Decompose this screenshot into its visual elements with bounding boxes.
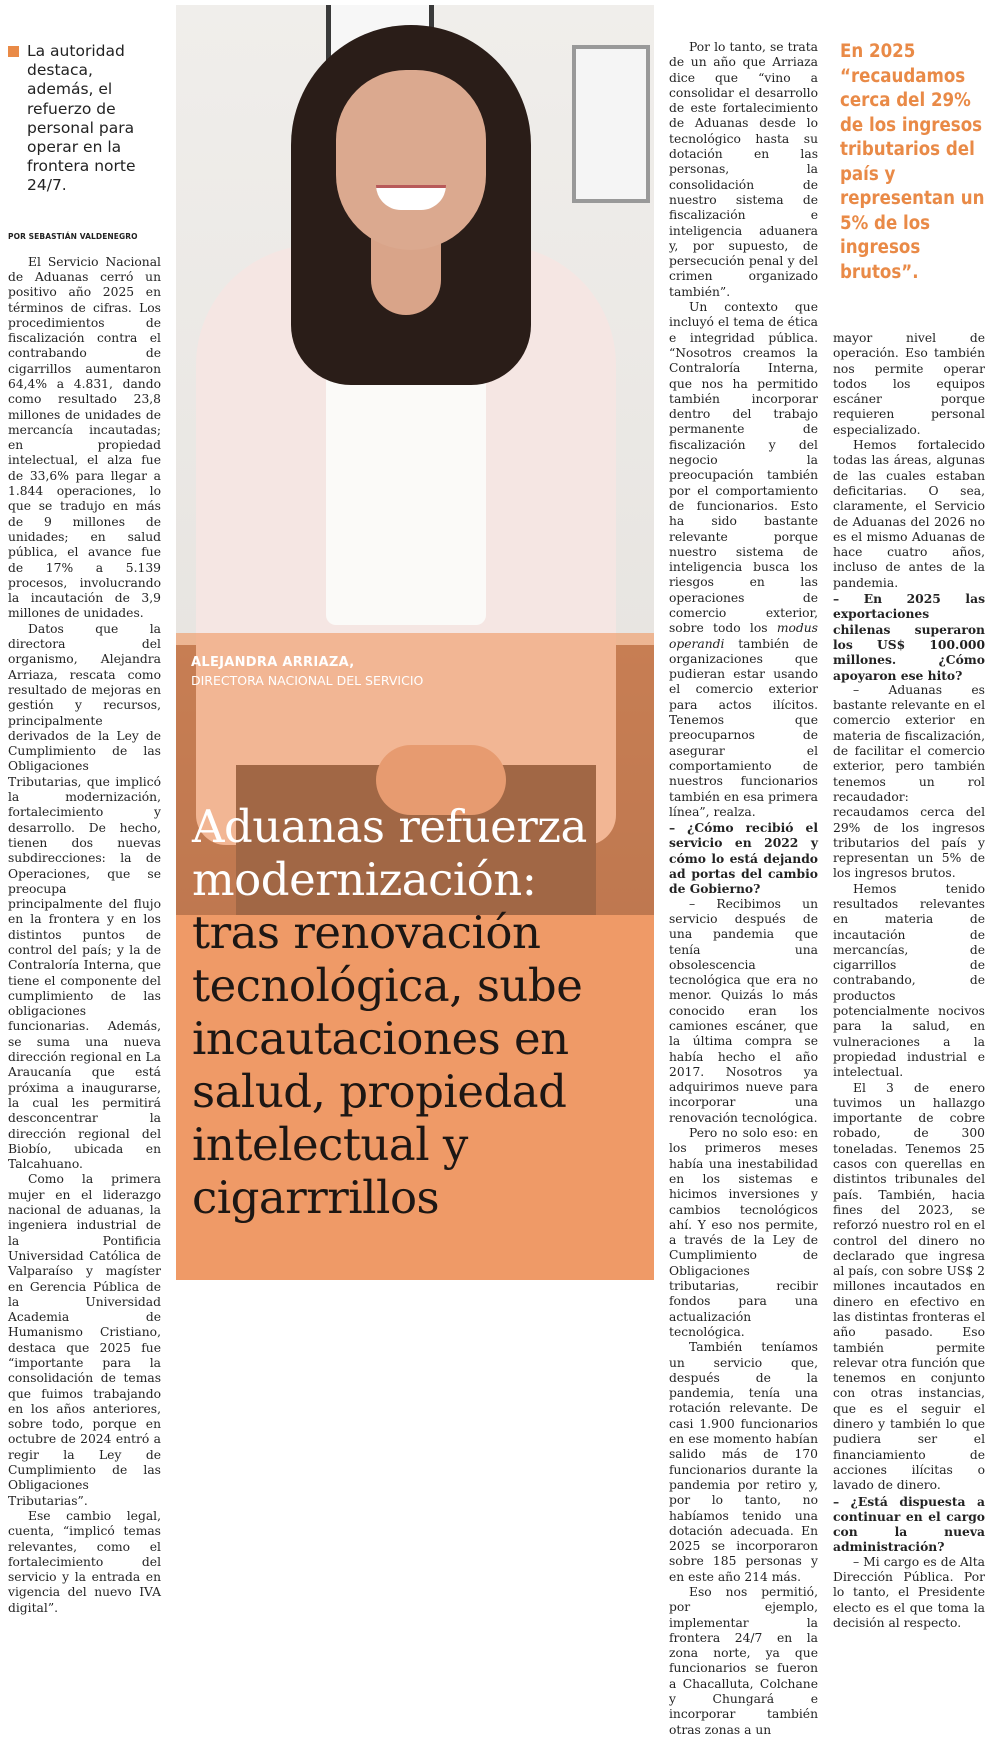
interview-question: – En 2025 las exportaciones chilenas superaron los US$ 100.000 millones. ¿Cómo apoyaron ese hito?	[833, 591, 985, 683]
middle-paragraph: Eso nos permitió, por ejemplo, implementar la frontera 24/7 en la zona norte, ya que funcionarios se fueron a Chacalluta, Colchane y Chungará e incorporar también otras zonas a un	[669, 1584, 818, 1737]
summary-text: La autoridad destaca, además, el refuerzo de personal para operar en la frontera norte 24/7.	[27, 42, 136, 195]
face	[336, 70, 486, 250]
headline-line: salud, propiedad	[192, 1065, 567, 1118]
right-paragraph: mayor nivel de operación. Eso también nos permite operar todos los equipos escáner porque requieren personal especializado.	[833, 331, 985, 437]
middle-paragraph: Un contexto que incluyó el tema de ética e integridad pública. “Nosotros creamos la Contraloría Interna, que nos ha permitido también incorporar dentro del trabajo permanente de fiscalización y del negocio la preocupación también por el comportamiento de funcionarios. Esto ha sido bastante relevante porque nuestro sistema de inteligencia busca los riesgos en las operaciones de comercio exterior, sobre todo los modus operandi también de organizaciones que pudieran estar usando el comercio exterior para actos ilícitos. Tenemos que preocuparnos de asegurar el comportamiento de nuestros funcionarios también en esa primera línea”, realza.	[669, 300, 818, 819]
middle-column	[669, 40, 818, 1738]
right-paragraph: Hemos tenido resultados relevantes en materia de incautación de mercancías, de cigarrillos de contrabando, de productos potencialmente nocivos para la salud, en vulneraciones a la propiedad industrial e intelectual.	[833, 881, 985, 1080]
interview-question: – ¿Cómo recibió el servicio en 2022 y cómo lo está dejando ad portas del cambio de Gobierno?	[669, 820, 818, 897]
right-paragraph: El 3 de enero tuvimos un hallazgo importante de cobre robado, de 300 toneladas. Tenemos 25 casos con querellas en distintos tribunales del país. También, hacia fines del 2023, se reforzó nuestro rol en el control del dinero no declarado que ingresa al país, con sobre US$ 2 millones incautados en dinero en efectivo en las distintas fronteras el año pasado. Eso también permite relevar otra función que tenemos en conjunto con otras instancias, que es el seguir el dinero y también lo que pudiera ser el financiamiento de acciones ilícitas o lavado de dinero.	[833, 1080, 985, 1493]
headline-line: Aduanas refuerza	[192, 800, 587, 853]
middle-paragraph: Por lo tanto, se trata de un año que Arriaza dice que “vino a consolidar el desarrollo de este fortalecimiento de Aduanas desde lo tecnológico hasta su dotación en las personas, la consolidación de nuestro sistema de fiscalización e inteligencia aduanera y, por supuesto, de persecución penal y del crimen organizado también”.	[669, 40, 818, 299]
left-body	[8, 255, 161, 1616]
pull-quote: En 2025 “recaudamos cerca del 29% de los ingresos tributarios del país y representan un 5% de los ingresos brutos”.	[840, 41, 985, 283]
right-column	[833, 331, 985, 1631]
interview-question: – ¿Está dispuesta a continuar en el cargo con la nueva administración?	[833, 1493, 985, 1555]
caption-name: ALEJANDRA ARRIAZA,	[191, 655, 355, 670]
headline	[192, 800, 652, 1224]
italic-term: modus operandi	[669, 621, 818, 651]
headline-line: intelectual y	[192, 1118, 468, 1171]
left-paragraph: El Servicio Nacional de Aduanas cerró un positivo año 2025 en términos de cifras. Los procedimientos de fiscalización contra el contrabando de cigarrillos aumentaron 64,4% a 4.831, dando como resultado 23,8 millones de unidades de mercancía incautadas; en propiedad intelectual, el alza fue de 33,6% para llegar a 1.844 operaciones, lo que se tradujo en más de 9 millones de unidades; en salud pública, el avance fue de 17% a 5.139 procesos, involucrando la incautación de 3,9 millones de unidades.	[8, 254, 161, 621]
left-paragraph: Ese cambio legal, cuenta, “implicó temas relevantes, como el fortalecimiento del servicio y la entrada en vigencia del nuevo IVA digital”.	[8, 1508, 161, 1615]
left-column	[8, 0, 161, 1616]
headline-line: cigarrrillos	[192, 1171, 440, 1224]
summary-box	[8, 0, 161, 196]
headline-line: tras renovación	[192, 906, 541, 959]
middle-paragraph: – Recibimos un servicio después de una pandemia que tenía una obsolescencia tecnológica que era no menor. Quizás lo más conocido eran los camiones escáner, que la última compra se había hecho el año 2017. Nosotros ya adquirimos nueve para incorporar una renovación tecnológica.	[669, 896, 818, 1125]
headline-line: incautaciones en	[192, 1012, 569, 1065]
right-paragraph: – Aduanas es bastante relevante en el comercio exterior en materia de fiscalización, de facilitar el comercio exterior, pero también tenemos un rol recaudador: recaudamos cerca del 29% de los ingresos tributarios del país y representan un 5% de los ingresos brutos.	[833, 682, 985, 881]
right-paragraph: – Mi cargo es de Alta Dirección Pública. Por lo tanto, el Presidente electo es el que toma la decisión al respecto.	[833, 1554, 985, 1630]
left-paragraph: Datos que la directora del organismo, Alejandra Arriaza, rescata como resultado de mejoras en gestión y recursos, principalmente derivados de la Ley de Cumplimiento de las Obligaciones Tributarias, que implicó la modernización, fortalecimiento y desarrollo. De hecho, tienen dos nuevas subdirecciones: la de Operaciones, que se preocupa principalmente del flujo en la frontera y en los distintos puntos de control del país; y la de Contraloría Interna, que tiene el componente del cumplimiento de las obligaciones funcionarias. Además, se suma una nueva dirección regional en La Araucanía que está próxima a inaugurarse, la cual les permitirá desconcentrar la dirección regional del Biobío, ubicada en Talcahuano.	[8, 621, 161, 1172]
photo-caption	[191, 655, 423, 688]
headline-line: tecnológica, sube	[192, 959, 583, 1012]
bullet-square-icon	[8, 46, 19, 57]
left-paragraph: Como la primera mujer en el liderazgo nacional de aduanas, la ingeniera industrial de la Pontificia Universidad Católica de Valparaíso y magíster en Gerencia Pública de la Universidad Academia de Humanismo Cristiano, destaca que 2025 fue “importante para la consolidación de temas que fuimos trabajando en los años anteriores, sobre todo, porque en octubre de 2024 entró a regir la Ley de Cumplimiento de las Obligaciones Tributarias”.	[8, 1172, 161, 1508]
byline: POR SEBASTIÁN VALDENEGRO	[8, 231, 138, 241]
middle-paragraph: Pero no solo eso: en los primeros meses había una inestabilidad en los sistemas e hicimos inversiones y cambios tecnológicos ahí. Y eso nos permite, a través de la Ley de Cumplimiento de Obligaciones tributarias, recibir fondos para una actualización tecnológica.	[669, 1126, 818, 1339]
wall-frame-right	[572, 45, 650, 203]
caption-role: DIRECTORA NACIONAL DEL SERVICIO	[191, 673, 424, 688]
headline-line: modernización:	[192, 853, 537, 906]
right-paragraph: Hemos fortalecido todas las áreas, algunas de las cuales estaban deficitarias. O sea, claramente, el Servicio de Aduanas del 2026 no es el mismo Aduanas de hace cuatro años, incluso de antes de la pandemia.	[833, 438, 985, 590]
middle-paragraph: También teníamos un servicio que, después de la pandemia, tenía una rotación relevante. De casi 1.900 funcionarios en ese momento habían salido más de 170 funcionarios durante la pandemia por retiro y, por lo tanto, no habíamos tenido una dotación adecuada. En 2025 se incorporaron sobre 185 personas y en este año 214 más.	[669, 1340, 818, 1584]
